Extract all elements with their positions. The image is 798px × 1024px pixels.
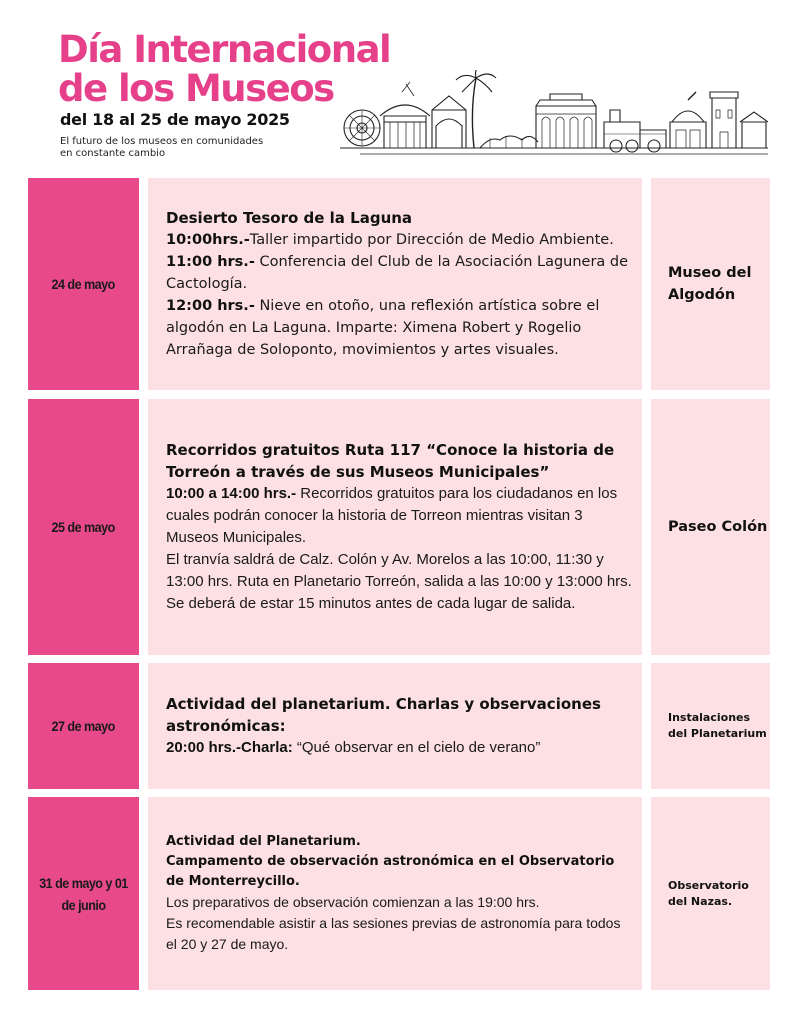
event-time: 10:00hrs.- [166,232,250,248]
event-date: 24 de mayo [51,276,116,292]
event-details-cell [148,663,642,789]
subtitle-line-2: en constante cambio [60,148,166,159]
title-line-1: Día Internacional [58,28,391,71]
event-date: 31 de mayo y 01 de junio [39,874,128,913]
event-title: Actividad del planetarium. Charlas y observaciones astronómicas: [166,695,601,735]
event-line [166,737,632,759]
event-row-1 [28,178,770,390]
event-date: 27 de mayo [51,718,116,734]
event-line [166,549,632,615]
event-dates: del 18 al 25 de mayo 2025 [60,110,290,129]
event-place-cell [651,797,770,990]
event-description: Conferencia del Club de la Asociación Lagunera de Cactología. [166,254,629,292]
event-title: Actividad del Planetarium. [166,834,361,849]
event-details-cell [148,399,642,655]
title-line-2: de los Museos [58,67,334,110]
event-description: Nieve en otoño, una reflexión artística sobre el algodón en La Laguna. Imparte: Ximena Robert y Rogelio Arrañaga de Soloponto, movimientos y artes visuales. [166,298,600,358]
event-place-cell [651,399,770,655]
event-date-cell [28,399,139,655]
event-place: Instalaciones del Planetarium [668,711,767,740]
event-line [166,229,632,251]
event-line [166,295,632,361]
event-date-cell [28,797,139,990]
event-description: “Qué observar en el cielo de verano” [292,739,541,756]
event-time: 20:00 hrs.-Charla: [166,739,293,756]
event-date-cell [28,178,139,390]
event-time: 12:00 hrs.- [166,298,255,314]
city-skyline-illustration [340,70,768,160]
event-description: Es recomendable asistir a las sesiones previas de astronomía para todos el 20 y 27 de mayo. [166,915,621,952]
subtitle [60,136,263,160]
event-place: Museo del Algodón [668,265,752,303]
event-row-2 [28,399,770,655]
event-row-4 [28,797,770,990]
event-time: 11:00 hrs.- [166,254,255,270]
event-place-cell [651,178,770,390]
event-description: Los preparativos de observación comienzan a las 19:00 hrs. [166,894,540,910]
event-date-cell [28,663,139,789]
event-description: Recorridos gratuitos para los ciudadanos en los cuales podrán conocer la historia de Torreon mientras visitan 3 Museos Municipales. [166,485,618,546]
event-title: Desierto Tesoro de la Laguna [166,209,413,227]
event-line [166,892,632,913]
event-place-cell [651,663,770,789]
event-subtitle: Campamento de observación astronómica en el Observatorio de Monterreycillo. [166,854,615,889]
event-place: Paseo Colón [668,519,768,535]
event-date: 25 de mayo [51,519,116,535]
event-line [166,251,632,295]
event-details-cell [148,178,642,390]
page-header [0,0,798,178]
event-details-cell [148,797,642,990]
subtitle-line-1: El futuro de los museos en comunidades [60,136,264,147]
event-row-3 [28,663,770,789]
event-line [166,913,632,955]
event-place: Observatorio del Nazas. [668,878,749,908]
event-title: Recorridos gratuitos Ruta 117 “Conoce la historia de Torreón a través de sus Museos Municipales” [166,441,615,481]
event-description: Taller impartido por Dirección de Medio Ambiente. [249,232,614,248]
event-line [166,483,632,549]
event-time: 10:00 a 14:00 hrs.- [166,485,297,502]
event-description: El tranvía saldrá de Calz. Colón y Av. Morelos a las 10:00, 11:30 y 13:00 hrs. Ruta en Planetario Torreón, salida a las 10:00 y 13:000 hrs. Se deberá de estar 15 minutos antes de cada lugar de salida. [166,551,632,612]
